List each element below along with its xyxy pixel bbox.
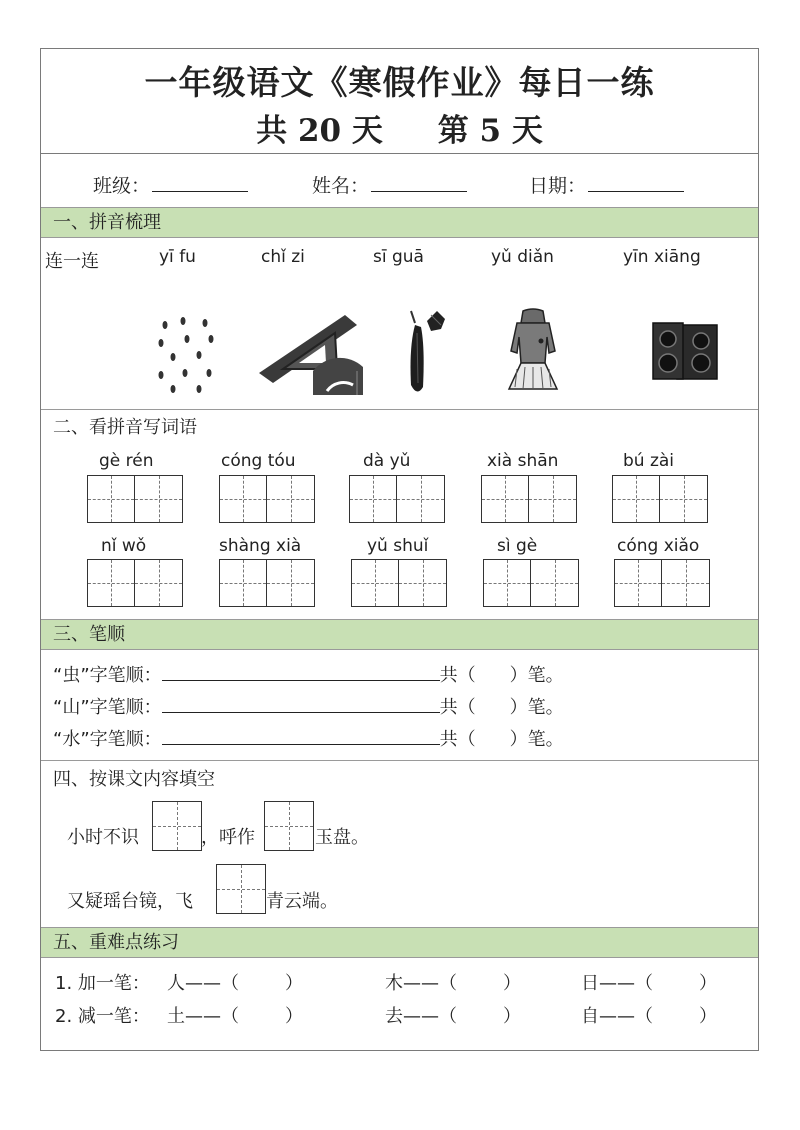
pinyin-geren: gè rén <box>99 451 154 471</box>
clothes-icon <box>501 307 565 397</box>
stroke-label-chong: “虫”字笔顺： <box>53 665 162 686</box>
pinyin-niwo: nǐ wǒ <box>101 536 147 556</box>
pinyin-buzai: bú zài <box>623 451 675 471</box>
writing-grid-sige[interactable] <box>483 559 579 607</box>
q2-item-qu[interactable] <box>385 1002 521 1028</box>
q1-item-ren[interactable] <box>167 969 303 995</box>
stroke-count-close: ）笔。 <box>509 697 564 718</box>
q2-item-qu-close: ） <box>503 1006 521 1027</box>
q1-label: 1. 加一笔： <box>55 973 150 994</box>
stroke-count-close: ）笔。 <box>509 729 564 750</box>
section-3-header: 三、笔顺 <box>41 619 758 650</box>
poem-line-2-part-b: 青云端。 <box>266 891 338 912</box>
q1-item-ren-text: 人——（ <box>167 973 239 994</box>
name-blank[interactable] <box>371 173 467 192</box>
total-days: 共 20 天 <box>256 113 383 149</box>
pinyin-xiashan: xià shān <box>487 451 559 471</box>
q2-item-tu[interactable] <box>167 1002 303 1028</box>
poem-blank-1[interactable] <box>152 801 202 851</box>
class-blank[interactable] <box>152 173 248 192</box>
poem-line-1-part-a: 小时不识 <box>67 827 139 848</box>
page-title: 一年级语文《寒假作业》每日一练 <box>144 63 655 102</box>
writing-grid-geren[interactable] <box>87 475 183 523</box>
writing-grid-yushui[interactable] <box>351 559 447 607</box>
date-field[interactable] <box>529 171 684 198</box>
class-label: 班级： <box>93 175 151 197</box>
class-field[interactable] <box>93 171 248 198</box>
loofah-icon <box>401 307 451 397</box>
section-2-divider <box>41 409 758 410</box>
current-day: 第 5 天 <box>437 113 543 149</box>
q2-item-tu-close: ） <box>285 1006 303 1027</box>
q2-label: 2. 减一笔： <box>55 1006 150 1027</box>
match-instruction: 连一连 <box>45 251 99 272</box>
section-2-title: 二、看拼音写词语 <box>53 417 197 438</box>
pinyin-yushui: yǔ shuǐ <box>367 536 429 556</box>
q2-item-zi-close: ） <box>699 1006 717 1027</box>
name-field[interactable] <box>312 171 467 198</box>
name-label: 姓名： <box>312 175 370 197</box>
pinyin-chizi: chǐ zi <box>261 247 305 267</box>
poem-line-2-part-a: 又疑瑶台镜，飞 <box>67 891 193 912</box>
section-4-divider <box>41 760 758 761</box>
title-block <box>41 49 758 154</box>
q1-item-ri-text: 日——（ <box>581 973 653 994</box>
writing-grid-niwo[interactable] <box>87 559 183 607</box>
section-4-title: 四、按课文内容填空 <box>53 769 215 790</box>
poem-line-1-part-b: ，呼作 <box>201 827 255 848</box>
speaker-icon <box>647 319 723 383</box>
poem-blank-3[interactable] <box>216 864 266 914</box>
stroke-blank-chong[interactable] <box>162 662 440 681</box>
writing-grid-xiashan[interactable] <box>481 475 577 523</box>
q1-item-ren-close: ） <box>285 973 303 994</box>
raindrops-icon <box>153 315 223 395</box>
q1-item-ri-close: ） <box>699 973 717 994</box>
day-counter <box>41 105 758 150</box>
q1-item-mu-close: ） <box>503 973 521 994</box>
pinyin-yinxiang: yīn xiāng <box>623 247 701 267</box>
pinyin-sigua: sī guā <box>373 247 424 267</box>
stroke-count-open: 共（ <box>439 697 476 718</box>
q1-item-mu[interactable] <box>385 969 521 995</box>
pinyin-sige: sì gè <box>497 536 538 556</box>
q2-item-zi[interactable] <box>581 1002 717 1028</box>
stroke-count-close: ）笔。 <box>509 665 564 686</box>
q1-item-ri[interactable] <box>581 969 717 995</box>
stroke-label-shui: “水”字笔顺： <box>53 729 162 750</box>
date-label: 日期： <box>529 175 587 197</box>
pinyin-yifu: yī fu <box>159 247 196 267</box>
writing-grid-dayu[interactable] <box>349 475 445 523</box>
stroke-count-open: 共（ <box>439 729 476 750</box>
pinyin-congxiao: cóng xiǎo <box>617 536 700 556</box>
pinyin-shangxia: shàng xià <box>219 536 302 556</box>
stroke-order-row-shui <box>53 725 564 751</box>
pinyin-yudian: yǔ diǎn <box>491 247 554 267</box>
student-info-row <box>41 171 758 201</box>
stroke-order-row-chong <box>53 661 564 687</box>
date-blank[interactable] <box>588 173 684 192</box>
stroke-count-open: 共（ <box>439 665 476 686</box>
stroke-blank-shan[interactable] <box>162 694 440 713</box>
section-5-header: 五、重难点练习 <box>41 927 758 958</box>
ruler-icon <box>253 311 373 399</box>
stroke-order-row-shan <box>53 693 564 719</box>
poem-blank-2[interactable] <box>264 801 314 851</box>
section-1-header: 一、拼音梳理 <box>41 207 758 238</box>
worksheet-page <box>40 48 759 1051</box>
pinyin-congtou: cóng tóu <box>221 451 296 471</box>
stroke-blank-shui[interactable] <box>162 726 440 745</box>
writing-grid-buzai[interactable] <box>612 475 708 523</box>
pinyin-dayu: dà yǔ <box>363 451 411 471</box>
q2-item-tu-text: 土——（ <box>167 1006 239 1027</box>
q2-item-qu-text: 去——（ <box>385 1006 457 1027</box>
writing-grid-congxiao[interactable] <box>614 559 710 607</box>
q1-item-mu-text: 木——（ <box>385 973 457 994</box>
stroke-label-shan: “山”字笔顺： <box>53 697 162 718</box>
q2-item-zi-text: 自——（ <box>581 1006 653 1027</box>
poem-line-1-part-c: 玉盘。 <box>315 827 369 848</box>
writing-grid-congtou[interactable] <box>219 475 315 523</box>
writing-grid-shangxia[interactable] <box>219 559 315 607</box>
